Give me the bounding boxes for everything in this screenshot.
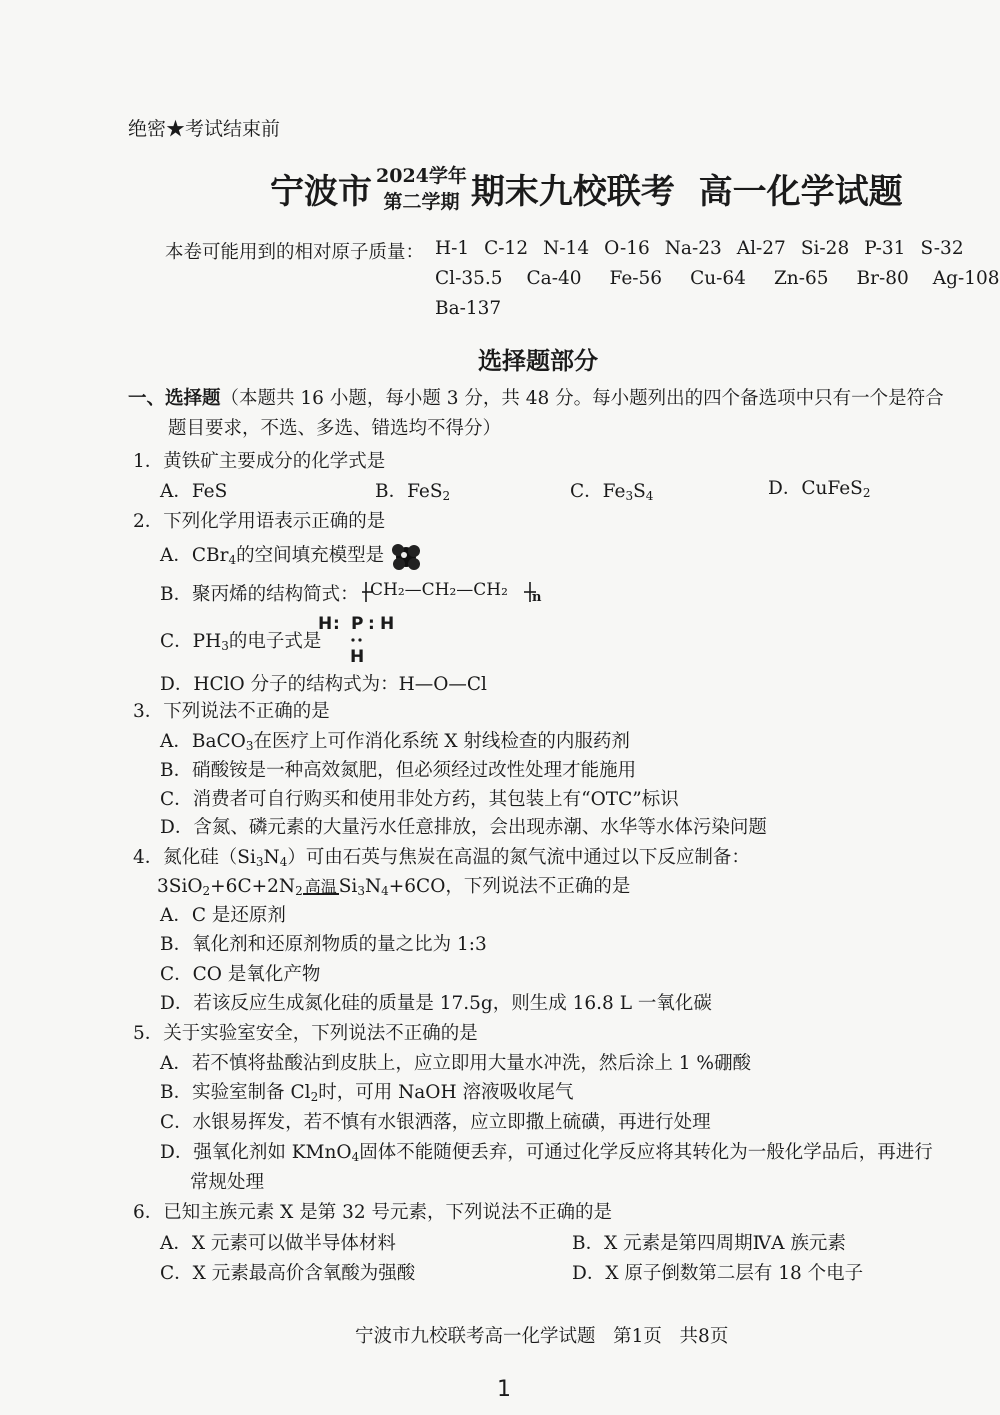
q6-option-b: B．X 元素是第四周期ⅣA 族元素 <box>572 1233 846 1254</box>
mass-item: Na-23 <box>664 238 722 259</box>
atomic-masses-row1 <box>435 238 979 259</box>
atomic-masses-label: 本卷可能用到的相对原子质量： <box>165 242 425 263</box>
q3-stem: 3．下列说法不正确的是 <box>133 701 330 722</box>
mass-item: Al-27 <box>736 238 786 259</box>
lewis-p: P <box>351 614 364 634</box>
mass-item: C-12 <box>484 238 529 259</box>
confidential-label: 绝密★考试结束前 <box>128 118 281 140</box>
atomic-masses-row3 <box>435 298 516 319</box>
lewis-dots-icon <box>350 636 364 644</box>
cbr4-space-filling-model-icon <box>389 541 423 571</box>
section-title: 选择题部分 <box>478 346 598 375</box>
title-term: 第二学期 <box>383 190 460 213</box>
reaction-condition: 高温 <box>303 872 339 901</box>
q1-stem: 1．黄铁矿主要成分的化学式是 <box>133 451 386 472</box>
q2-stem: 2．下列化学用语表示正确的是 <box>133 511 386 532</box>
q3-option-a: A．BaCO$_3$在医疗上可作消化系统 X 射线检查的内服药剂 <box>160 731 630 753</box>
q4-option-a: A．C 是还原剂 <box>160 905 286 926</box>
lewis-h-left: H <box>318 614 333 634</box>
page-number: 1 <box>497 1377 511 1402</box>
lewis-pair: : <box>333 614 340 634</box>
q5-option-b: B．实验室制备 $Cl_2$时，可用 NaOH 溶液吸收尾气 <box>160 1082 574 1104</box>
page-footer: 宁波市九校联考高一化学试题 第1页 共8页 <box>355 1326 729 1347</box>
part1-desc2: 题目要求，不选、多选、错选均不得分） <box>168 418 502 439</box>
q3-option-d: D．含氮、磷元素的大量污水任意排放，会出现赤潮、水华等水体污染问题 <box>160 817 767 838</box>
q6-stem: 6．已知主族元素 X 是第 32 号元素，下列说法不正确的是 <box>133 1202 613 1223</box>
q1-option-d: D．CuFeS$_2$ <box>768 478 871 500</box>
mass-item: Si-28 <box>800 238 850 259</box>
title-year: 2024学年 <box>376 164 467 187</box>
mass-item: Cu-64 <box>690 268 746 289</box>
exam-title <box>270 164 903 213</box>
q6-option-c: C．X 元素最高价含氧酸为强酸 <box>160 1263 416 1284</box>
q1-option-c: C．$Fe_3S_4$ <box>570 481 654 503</box>
q3-option-b: B．硝酸铵是一种高效氮肥，但必须经过改性处理才能施用 <box>160 760 637 781</box>
mass-item: P-31 <box>864 238 906 259</box>
q2-option-b: B．聚丙烯的结构简式： <box>160 584 359 605</box>
mass-item: O-16 <box>604 238 650 259</box>
mass-item: Ba-137 <box>435 298 502 319</box>
q4-equation: $3SiO_2+6C+2N_2$ 高温 $Si_3N_4+6CO$，下列说法不正确的是 <box>157 872 630 901</box>
ph3-electron-dot-formula <box>318 614 398 670</box>
q6-option-a: A．X 元素可以做半导体材料 <box>160 1233 396 1254</box>
mass-item: Cl-35.5 <box>435 268 503 289</box>
part1-header <box>128 384 944 413</box>
q5-option-d-cont: 常规处理 <box>190 1172 265 1193</box>
mass-item: Ag-108 <box>932 268 1000 289</box>
q3-option-c: C．消费者可自行购买和使用非处方药，其包装上有“OTC”标识 <box>160 789 679 810</box>
q2-option-d: D．HClO 分子的结构式为：H—O—Cl <box>160 674 487 695</box>
mass-item: Zn-65 <box>773 268 829 289</box>
title-rest: 期末九校联考 高一化学试题 <box>470 172 903 212</box>
title-year-term <box>376 165 467 213</box>
lewis-h-right: H <box>380 614 395 634</box>
mass-item: N-14 <box>543 238 590 259</box>
part1-head: 一、选择题 <box>128 388 221 409</box>
mass-item: Ca-40 <box>526 268 582 289</box>
q4-option-c: C．CO 是氧化产物 <box>160 964 321 985</box>
title-city: 宁波市 <box>270 172 372 212</box>
q5-option-a: A．若不慎将盐酸沾到皮肤上，应立即用大量水冲洗，然后涂上 1 %硼酸 <box>160 1053 751 1074</box>
q6-option-d: D．X 原子倒数第二层有 18 个电子 <box>572 1263 864 1284</box>
q1-option-b: B．FeS$_2$ <box>375 481 451 503</box>
part1-desc1: （本题共 16 小题，每小题 3 分，共 48 分。每小题列出的四个备选项中只有一个是符合 <box>220 388 944 409</box>
polymer-n: n <box>532 590 542 605</box>
mass-item: S-32 <box>920 238 964 259</box>
q4-option-b: B．氧化剂和还原剂物质的量之比为 1:3 <box>160 934 487 955</box>
polymer-chain: CH₂—CH₂—CH₂ <box>370 580 508 600</box>
q2-option-a: A．CBr$_4$的空间填充模型是 <box>160 545 385 567</box>
lewis-h-bottom: H <box>350 647 365 667</box>
q1-option-a: A．FeS <box>160 481 228 502</box>
q5-stem: 5．关于实验室安全，下列说法不正确的是 <box>133 1023 478 1044</box>
q5-option-c: C．水银易挥发，若不慎有水银洒落，应立即撒上硫磺，再进行处理 <box>160 1112 711 1133</box>
mass-item: Br-80 <box>856 268 909 289</box>
q4-stem: 4．氮化硅$(Si_3N_4)$可由石英与焦炭在高温的氮气流中通过以下反应制备： <box>133 847 750 869</box>
q5-option-d: D．强氧化剂如 KMnO$_4$固体不能随便丢弃，可通过化学反应将其转化为一般化学品后，再进行 <box>160 1142 933 1164</box>
mass-item: Fe-56 <box>609 268 663 289</box>
q2-option-c: C．$PH_3$的电子式是 <box>160 631 322 653</box>
atomic-masses-row2 <box>435 268 1000 289</box>
q4-option-d: D．若该反应生成氮化硅的质量是 17.5g，则生成 16.8 L 一氧化碳 <box>160 993 712 1014</box>
lewis-pair: : <box>368 614 375 634</box>
mass-item: H-1 <box>435 238 470 259</box>
